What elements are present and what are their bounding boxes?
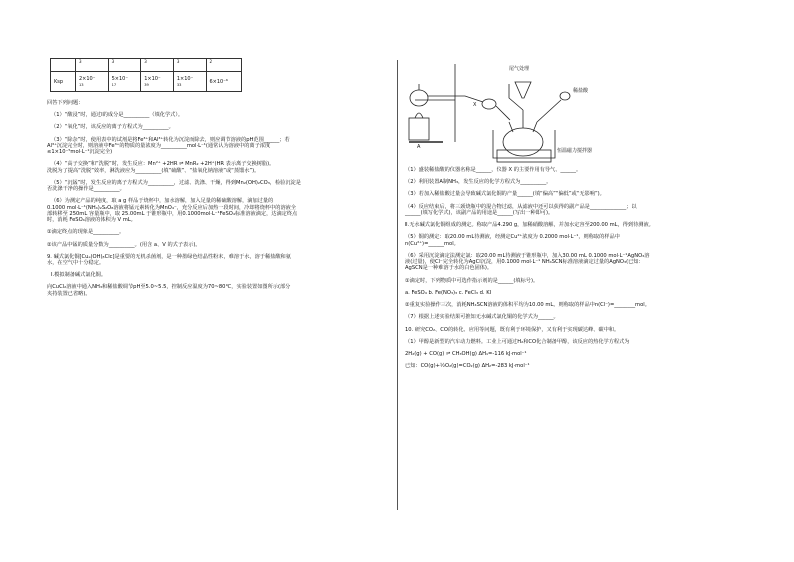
ksp-cell xyxy=(173,72,206,92)
right-q4-line-1: （4）反应结束后，将三颈烧瓶中的混合物过滤，从滤液中还可以获得的副产品是______________；以 xyxy=(405,203,637,210)
question-2: （2）“氧化”时，该反应的离子方程式为__________。 xyxy=(51,124,174,131)
right-part-2: Ⅱ.无水碱式氯化铜组成的测定。称取产品4.290 g，加稀硝酸溶解，并加水定容至200.00 mL，得到待测液。 xyxy=(405,222,654,229)
ksp-exp-top: 3 xyxy=(108,59,141,72)
right-q6-line-1: （6）采用沉淀滴定法测定氯：取20.00 mL待测液于锥形瓶中，加入30.00 mL 0.1000 mol·L⁻¹AgNO₃溶 xyxy=(405,252,650,259)
ksp-cell xyxy=(108,72,141,92)
label-a: A xyxy=(417,144,421,150)
intro-text: 回答下列问题： xyxy=(47,100,84,106)
right-q1: （1）盛装稀盐酸的仪器名称是______，仪器 X 的主要作用有导气、______。 xyxy=(405,167,582,173)
ksp-cell xyxy=(76,72,109,92)
question-4-line-2: 洗脱为了提高“洗脱”效率，淋洗液应为__________(填“硫酸”、“盐氧化钠溶液”或“蒸馏水”)。 xyxy=(47,167,260,174)
question-6-line-2: 0.1000 mol·L⁻¹(NH₄)₂S₂O₈溶液将锰元素转化为MnO₄⁻，充分反应后加热一段时间，冷却将烧杯中的溶液全 xyxy=(47,204,297,211)
right-q7: （7）根据上述实验结果可推知无水碱式氯化铜的化学式为______。 xyxy=(405,314,559,321)
question-5-line-2: 否洗涤干净的操作是__________。 xyxy=(47,186,125,193)
question-6-line-3: 部转移至 250mL 容量瓶中，取 25.00mL 于锥形瓶中，用0.1000mol·L⁻¹FeSO₄标准溶液滴定，达滴定终点 xyxy=(47,210,298,217)
ksp-value-row xyxy=(51,72,242,92)
right-q6-sub-1: ①滴定时，下列物质中可选作指示剂的是______(填标号)。 xyxy=(405,277,539,284)
ksp-value: 1×10⁻ xyxy=(144,75,161,82)
right-q5-line-1: （5）铜的测定：取20.00 mL待测液，经测定Cu²⁺浓度为 0.2000 mol·L⁻¹，则称取的样品中 xyxy=(405,234,620,241)
question-1: （1）“酸浸”时，通过Ⅰ的成分是__________（填化学式）。 xyxy=(51,112,184,119)
question-10-part-1: （1）甲醇是新型的汽车动力燃料。工业上可通过H₂和CO化合制备甲醇，该反应的热化学方程式为 xyxy=(405,338,630,345)
right-q3: （3）若加入稀盐酸过量会导致碱式氯化铜的产量______(填“偏高”“偏低”或“无影响”)。 xyxy=(405,191,605,198)
column-divider xyxy=(397,60,398,510)
right-q2: （2）利用装置A制NH₃，发生反应的化学方程式为__________。 xyxy=(405,179,552,186)
question-3-line-2: Al³⁺沉淀完全时，则溶液中Fe³⁺的物质的量浓度为__________mol·L⁻¹(通常认为溶液中的离子浓度 xyxy=(47,142,271,149)
question-10-intro: 10. 研究CO₂、CO的转化、应用等问题，既有利于环境保护，又有利于实现碳达峰、碳中和。 xyxy=(405,326,620,333)
ksp-exp-top: 3 xyxy=(173,59,206,72)
ksp-cell xyxy=(141,72,174,92)
left-column xyxy=(47,58,390,297)
ksp-exp-bottom: 17 xyxy=(111,82,117,87)
equation-2: 已知：CO(g)+½O₂(g)=CO₂(g) ΔH₂=-283 kJ·mol⁻¹ xyxy=(405,363,530,370)
ksp-value: 1×10⁻ xyxy=(176,75,194,82)
right-q6-line-2: 液(过量)，使Cl⁻完全转化为AgCl沉淀，用0.1000 mol·L⁻¹ NH₄SCN标准溶液滴定过量的AgNO₃(已知： xyxy=(405,259,644,266)
ksp-exp-bottom: 13 xyxy=(79,82,84,87)
equation-1: 2H₂(g) + CO(g) ⇌ CH₃OH(g) ΔH₁=-116 kJ·mol⁻¹ xyxy=(405,350,527,357)
label-exhaust: 尾气处理 xyxy=(509,66,530,72)
ksp-header: Ksp xyxy=(51,72,76,92)
right-q6-line-3: AgSCN是一种难溶于水的白色固体)。 xyxy=(405,265,493,272)
ksp-exp-top: 3 xyxy=(76,59,109,72)
question-9-line-5: 夹持装置已省略)。 xyxy=(47,290,91,297)
label-x: X xyxy=(473,102,477,108)
ksp-header-blank xyxy=(51,59,76,72)
question-9-line-1: 9. 碱式氯化铜[Cuₐ(OH)ᵦClc]是重要的无机杀菌剂，是一种墨绿色结晶性粉末，难溶于水，溶于稀盐酸和氨 xyxy=(47,253,291,260)
question-9-line-4: 向CuCl₂溶液中通入NH₃和稀盐酸调节pH至5.0~5.5，控制反应温度为70~80℃，实验装置如图所示(部分 xyxy=(47,284,291,291)
right-column xyxy=(405,60,757,375)
question-6-sub-1: ①滴定终点的现象是__________。 xyxy=(47,229,125,236)
question-6-sub-2: ②该产品中锰的质量分数为__________。(用含 a、V 的式子表示)。 xyxy=(47,241,201,248)
ksp-exp-bottom: 33 xyxy=(176,82,182,87)
question-6-line-4: 时，消耗 FeSO₄溶液的体积为 V mL。 xyxy=(47,217,136,224)
question-4-line-1: （4）“高子交换”和“洗脱”时，发生反应：Mn²⁺ +2HR ⇌ MnR₂ +2H⁺(HR 表示离子交换树脂)。 xyxy=(51,161,275,168)
ksp-exp-top: 3 xyxy=(141,59,174,72)
ksp-value: 2×10⁻ xyxy=(79,75,96,82)
right-q6-options: a. FeSO₄ b. Fe(NO₃)₃ c. FeCl₃ d. KI xyxy=(405,289,492,296)
question-3-line-3: ≤1×10⁻⁵mol·L⁻¹沉淀完全) xyxy=(47,149,113,156)
question-5-line-1: （5）“沉锰”时，发生反应的离子方程式为__________，过滤、洗涤、干燥，得到Mn₂(OH)₂CO₃，检验沉淀是 xyxy=(51,179,301,186)
ksp-cell xyxy=(206,72,242,92)
ksp-exp-bottom: 39 xyxy=(144,82,149,87)
question-3-line-1: （3）“除杂”时，使用表中的试剂是将Fe³⁺和Al³⁺转化为沉淀而除去，则应调节溶液的pH范围______；若 xyxy=(51,136,290,143)
right-q5-line-2: n(Cu²⁺)=______mol。 xyxy=(405,240,459,247)
ksp-value: 5×10⁻ xyxy=(111,75,128,82)
question-9-part-1: Ⅰ.模拟制备碱式氯化铜。 xyxy=(51,272,107,279)
question-9-line-2: 水，在空气中十分稳定。 xyxy=(47,259,105,266)
label-stirrer: 恒温磁力搅拌器 xyxy=(557,148,593,154)
apparatus-diagram xyxy=(405,60,757,163)
right-q6-sub-2: ②重复实验操作三次，消耗NH₄SCN溶液的体积平均为10.00 mL。则称取的样品中n(Cl⁻)=________mol。 xyxy=(405,302,650,309)
ksp-exp-row xyxy=(51,59,242,72)
ksp-table xyxy=(50,58,242,92)
right-q4-line-2: ______(填写化学式)，该副产品的用途是______(写出一种即可)。 xyxy=(405,209,554,216)
ksp-value: 6×10⁻⁶ xyxy=(209,78,228,85)
label-hcl: 稀盐酸 xyxy=(573,88,589,94)
question-6-line-1: （6）为测定产品的纯度，取 a g 样品于烧杯中，加水溶解，加入足量的稀硫酸溶解，滴加过量的 xyxy=(51,198,274,205)
ksp-exp-top: 2 xyxy=(206,59,242,72)
